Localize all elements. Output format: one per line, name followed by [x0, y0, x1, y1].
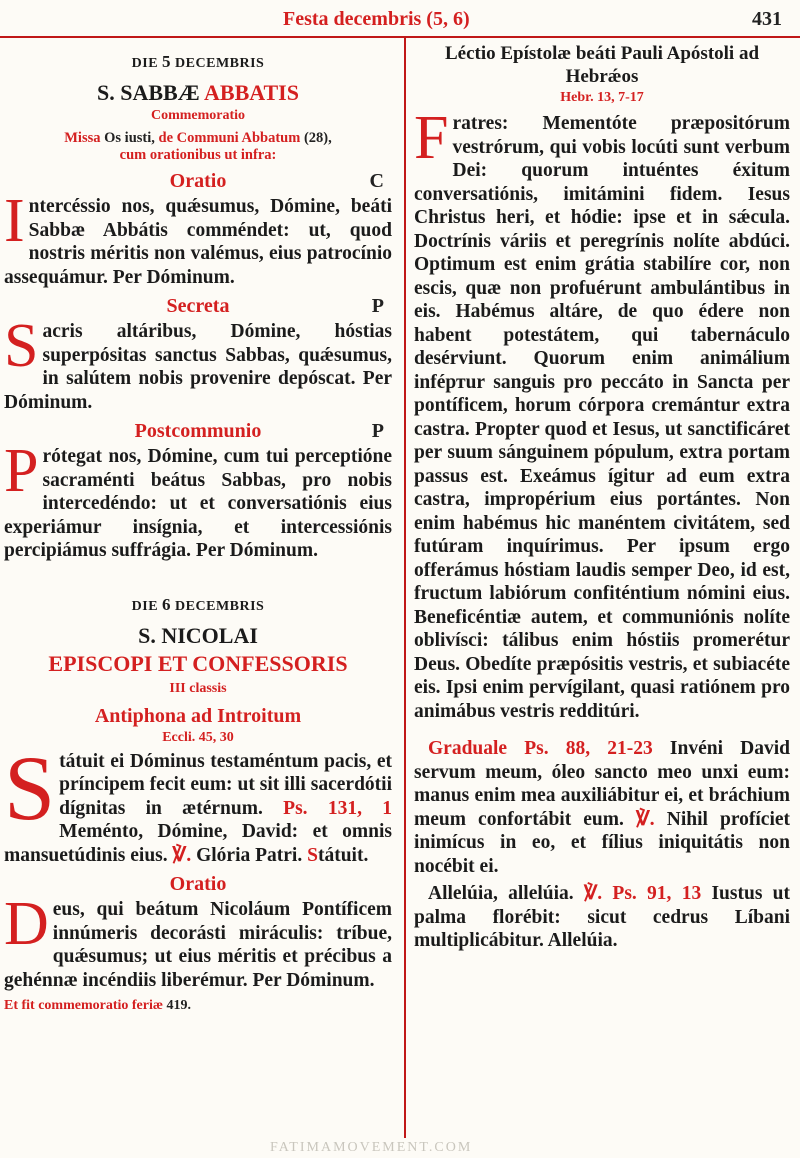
- oratio-text: [4, 187, 392, 289]
- day-month: DECEMBRIS: [175, 598, 265, 614]
- day-number: 6: [162, 594, 172, 614]
- alleluia-verse: Iustus ut palma florébit: sicut cedrus Líbani multiplicábitur. Allelúia.: [414, 883, 791, 951]
- day-prefix: DIE: [131, 56, 159, 71]
- postcommunio-text: [4, 437, 392, 563]
- repeat-initial: S: [307, 844, 318, 866]
- postcommunio-body: rótegat nos, Dómine, cum tui perceptióne sacraménti beátus Sabbas, pro nobis intercedéndo: ut et conversatiónis eius experiámur insígnia, et intercessiónis percipiámus suffrágia. Per Dóminum.: [4, 446, 392, 561]
- feast-name: S. SABBÆ: [97, 80, 200, 105]
- feast-title-sabbas: [4, 80, 392, 106]
- repeat-rest: tátuit.: [317, 844, 369, 866]
- secreta-title: Secreta: [166, 295, 230, 317]
- page-header: [0, 0, 800, 38]
- introitus-ref: Eccli. 45, 30: [162, 729, 234, 745]
- watermark: FATIMAMOVEMENT.COM: [270, 1140, 473, 1155]
- right-column: [414, 42, 790, 953]
- drop-initial: S: [4, 736, 56, 839]
- rubric-page: (28),: [303, 130, 332, 146]
- oratio2-heading: Oratio: [169, 873, 227, 895]
- day-prefix: DIE: [131, 598, 159, 614]
- rubric-incipit: Os iusti,: [104, 130, 155, 146]
- lectio-body: ratres: Mementóte præpositórum vestrórum, qui vobis locúti sunt verbum Dei: quorum intuéntes éxitum conversatiónis, imitámini fidem. Iesus Christus heri, et hódie: ipse et in sǽcula. Doctrínis váriis et peregrínis nolíte abdúci. Optimum est enim grátia stabilíre cor, non escis, quæ non profuérunt ambulántibus in eis. Habémus altáre, de quo édere non habent potestátem, qui tabernáculo desérviunt. Quorum enim animálium inféртur sanguis pro peccáto in Sancta per pontíficem, horum córpora cremántur extra castra. Propter quod et Iesus, ut sanctificáret per suum sánguinem pópulum, extra portam passus est. Exeámus ígitur ad eum extra castra, impropérium eius portántes. Non enim habémus hic manéntem civitátem, sed futúram inquírimus. Per ipsum ergo offerámus hóstiam laudis semper Deo, id est, fructum labiórum confiténtium nómini eius. Beneficéntiæ autem, et communiónis nolíte oblivísci: tálibus enim hóstiis promerétur Deus. Obedíte præpósitis vestris, et subiacéte eis. Ipsi enim pervígilant, quasi ratiónem pro animábus vestris redditúri.: [414, 113, 790, 722]
- tone-letter: C: [369, 170, 384, 192]
- column-divider: [404, 38, 406, 1138]
- oratio-title: Oratio: [169, 170, 227, 192]
- introitus-antiphon: tátuit ei Dóminus testaméntum pacis, et príncipem fecit eum: ut sit illi sacerdótii dígnitas in ætérnum.: [59, 750, 392, 819]
- alleluia-ref: ℣. Ps. 91, 13: [583, 883, 702, 904]
- gloria-patri: Glória Patri.: [196, 844, 303, 866]
- secreta-heading: [4, 295, 392, 318]
- day-number: 5: [162, 52, 172, 71]
- oratio-body: ntercéssio nos, quǽsumus, Dómine, beáti Sabbæ Abbátis comméndet: ut, quod nostris méritis non valémus, eius patrocínio assequámur. Per Dóminum.: [4, 196, 392, 288]
- drop-initial: I: [4, 187, 25, 255]
- day-heading-6: [4, 595, 392, 615]
- alleluia-text: [414, 882, 790, 953]
- drop-initial: S: [4, 312, 39, 380]
- commemoratio-note: [4, 998, 392, 1014]
- commemoratio-label: Commemoratio: [150, 108, 246, 123]
- alleluia-body: Allelúia, allelúia.: [428, 883, 574, 904]
- rubric-line2: cum orationibus ut infra:: [119, 147, 277, 163]
- oratio2-text: [4, 890, 392, 992]
- postcommunio-title: Postcommunio: [134, 420, 262, 442]
- feast-rank: ABBATIS: [204, 80, 299, 105]
- secreta-body: acris altáribus, Dómine, hóstias superpósitas sanctus Sabbas, quǽsumus, in salútem nobis provenire depóscat. Per Dóminum.: [4, 321, 392, 413]
- missa-rubric: [4, 130, 392, 164]
- drop-initial: D: [4, 890, 49, 958]
- day-month: DECEMBRIS: [175, 56, 265, 71]
- versicle-icon: ℣.: [172, 843, 192, 866]
- left-column: [4, 46, 392, 1014]
- graduale-verse: Nihil profíciet inimícus in eo, et fílius iniquitátis non nocébit ei.: [414, 808, 791, 877]
- lectio-ref: Hebr. 13, 7-17: [560, 90, 644, 105]
- oratio-heading: [4, 170, 392, 193]
- secreta-text: [4, 312, 392, 414]
- introitus-heading: Antiphona ad Introitum: [94, 704, 302, 727]
- graduale-label: Graduale Ps. 88, 21-23: [428, 738, 653, 759]
- feast-rank-nicolas: EPISCOPI ET CONFESSORIS: [48, 650, 348, 676]
- tone-letter: P: [371, 295, 384, 317]
- rubric-missa: Missa: [64, 130, 101, 146]
- psalm-ref: Ps. 131, 1: [283, 797, 393, 819]
- note-page: 419.: [166, 998, 191, 1013]
- running-title: Festa decembris (5, 6): [283, 8, 470, 30]
- drop-initial: F: [414, 104, 449, 172]
- lectio-text: [414, 104, 790, 723]
- postcommunio-heading: [4, 420, 392, 443]
- note-text: Et fit commemoratio feriæ: [4, 998, 163, 1013]
- page-number: 431: [752, 8, 782, 30]
- psalm-verse: Meménto, Dómine, David: et omnis mansuetúdinis eius.: [4, 821, 392, 866]
- tone-letter: P: [371, 420, 384, 442]
- rubric-commune: de Communi Abbatum: [158, 130, 301, 146]
- day-heading-5: [4, 52, 392, 72]
- graduale-body: Invéni David servum meum, óleo sancto meo unxi eum: manus enim mea auxiliábitur ei, et bráchium meum confortábit eum.: [414, 738, 790, 830]
- oratio2-body: eus, qui beátum Nicoláum Pontíficem innúmeris decorásti miráculis: tríbue, quǽsumus; ut eius méritis et précibus a gehénnæ incéndiis liberémur. Per Dóminum.: [4, 899, 392, 991]
- graduale-text: [414, 737, 790, 878]
- versicle-icon: ℣.: [635, 807, 655, 830]
- classis-label: III classis: [169, 680, 227, 696]
- lectio-title: Léctio Epístolæ beáti Pauli Apóstoli ad Hebrǽos: [444, 43, 760, 87]
- drop-initial: P: [4, 437, 39, 505]
- feast-title-nicolas: S. NICOLAI: [138, 622, 258, 648]
